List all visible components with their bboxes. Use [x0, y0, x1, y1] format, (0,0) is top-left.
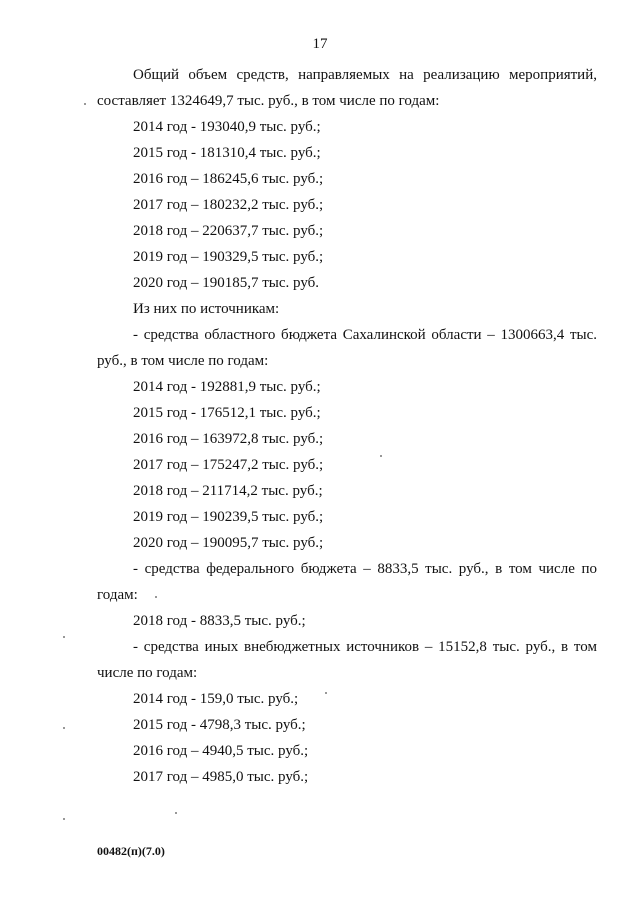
scan-speck — [325, 692, 327, 694]
federal-line-2: годам: — [97, 587, 138, 603]
scan-speck — [175, 812, 177, 814]
total-year-2018: 2018 год – 220637,7 тыс. руб.; — [133, 223, 324, 239]
other-line-2: числе по годам: — [97, 665, 198, 681]
other-year-2016: 2016 год – 4940,5 тыс. руб.; — [133, 743, 309, 759]
scan-speck — [63, 818, 65, 820]
other-year-2017: 2017 год – 4985,0 тыс. руб.; — [133, 769, 309, 785]
intro-line-2: составляет 1324649,7 тыс. руб., в том числе по годам: — [97, 93, 440, 109]
federal-year-2018: 2018 год - 8833,5 тыс. руб.; — [133, 613, 306, 629]
scan-speck — [63, 727, 65, 729]
regional-line-2: руб., в том числе по годам: — [97, 353, 269, 369]
federal-line-1: - средства федерального бюджета – 8833,5 тыс. руб., в том числе по — [133, 561, 597, 577]
total-year-2017: 2017 год – 180232,2 тыс. руб.; — [133, 197, 324, 213]
total-year-2015: 2015 год - 181310,4 тыс. руб.; — [133, 145, 321, 161]
regional-year-2014: 2014 год - 192881,9 тыс. руб.; — [133, 379, 321, 395]
total-year-2016: 2016 год – 186245,6 тыс. руб.; — [133, 171, 324, 187]
other-year-2014: 2014 год - 159,0 тыс. руб.; — [133, 691, 299, 707]
total-year-2014: 2014 год - 193040,9 тыс. руб.; — [133, 119, 321, 135]
regional-year-2020: 2020 год – 190095,7 тыс. руб.; — [133, 535, 324, 551]
sources-heading: Из них по источникам: — [133, 301, 280, 317]
intro-line-1: Общий объем средств, направляемых на реализацию мероприятий, — [133, 67, 597, 83]
regional-year-2017: 2017 год – 175247,2 тыс. руб.; — [133, 457, 324, 473]
scan-speck — [63, 636, 65, 638]
regional-year-2019: 2019 год – 190239,5 тыс. руб.; — [133, 509, 324, 525]
document-code: 00482(п)(7.0) — [97, 844, 165, 858]
other-line-1: - средства иных внебюджетных источников – 15152,8 тыс. руб., в том — [133, 639, 597, 655]
scan-speck — [84, 103, 86, 105]
page-number: 17 — [312, 36, 328, 52]
document-body — [97, 62, 597, 790]
total-year-2020: 2020 год – 190185,7 тыс. руб. — [133, 275, 320, 291]
total-year-2019: 2019 год – 190329,5 тыс. руб.; — [133, 249, 324, 265]
regional-year-2015: 2015 год - 176512,1 тыс. руб.; — [133, 405, 321, 421]
regional-year-2016: 2016 год – 163972,8 тыс. руб.; — [133, 431, 324, 447]
regional-line-1: - средства областного бюджета Сахалинской области – 1300663,4 тыс. — [133, 327, 597, 343]
scan-speck — [380, 455, 382, 457]
other-year-2015: 2015 год - 4798,3 тыс. руб.; — [133, 717, 306, 733]
scan-speck — [155, 596, 157, 598]
regional-year-2018: 2018 год – 211714,2 тыс. руб.; — [133, 483, 323, 499]
